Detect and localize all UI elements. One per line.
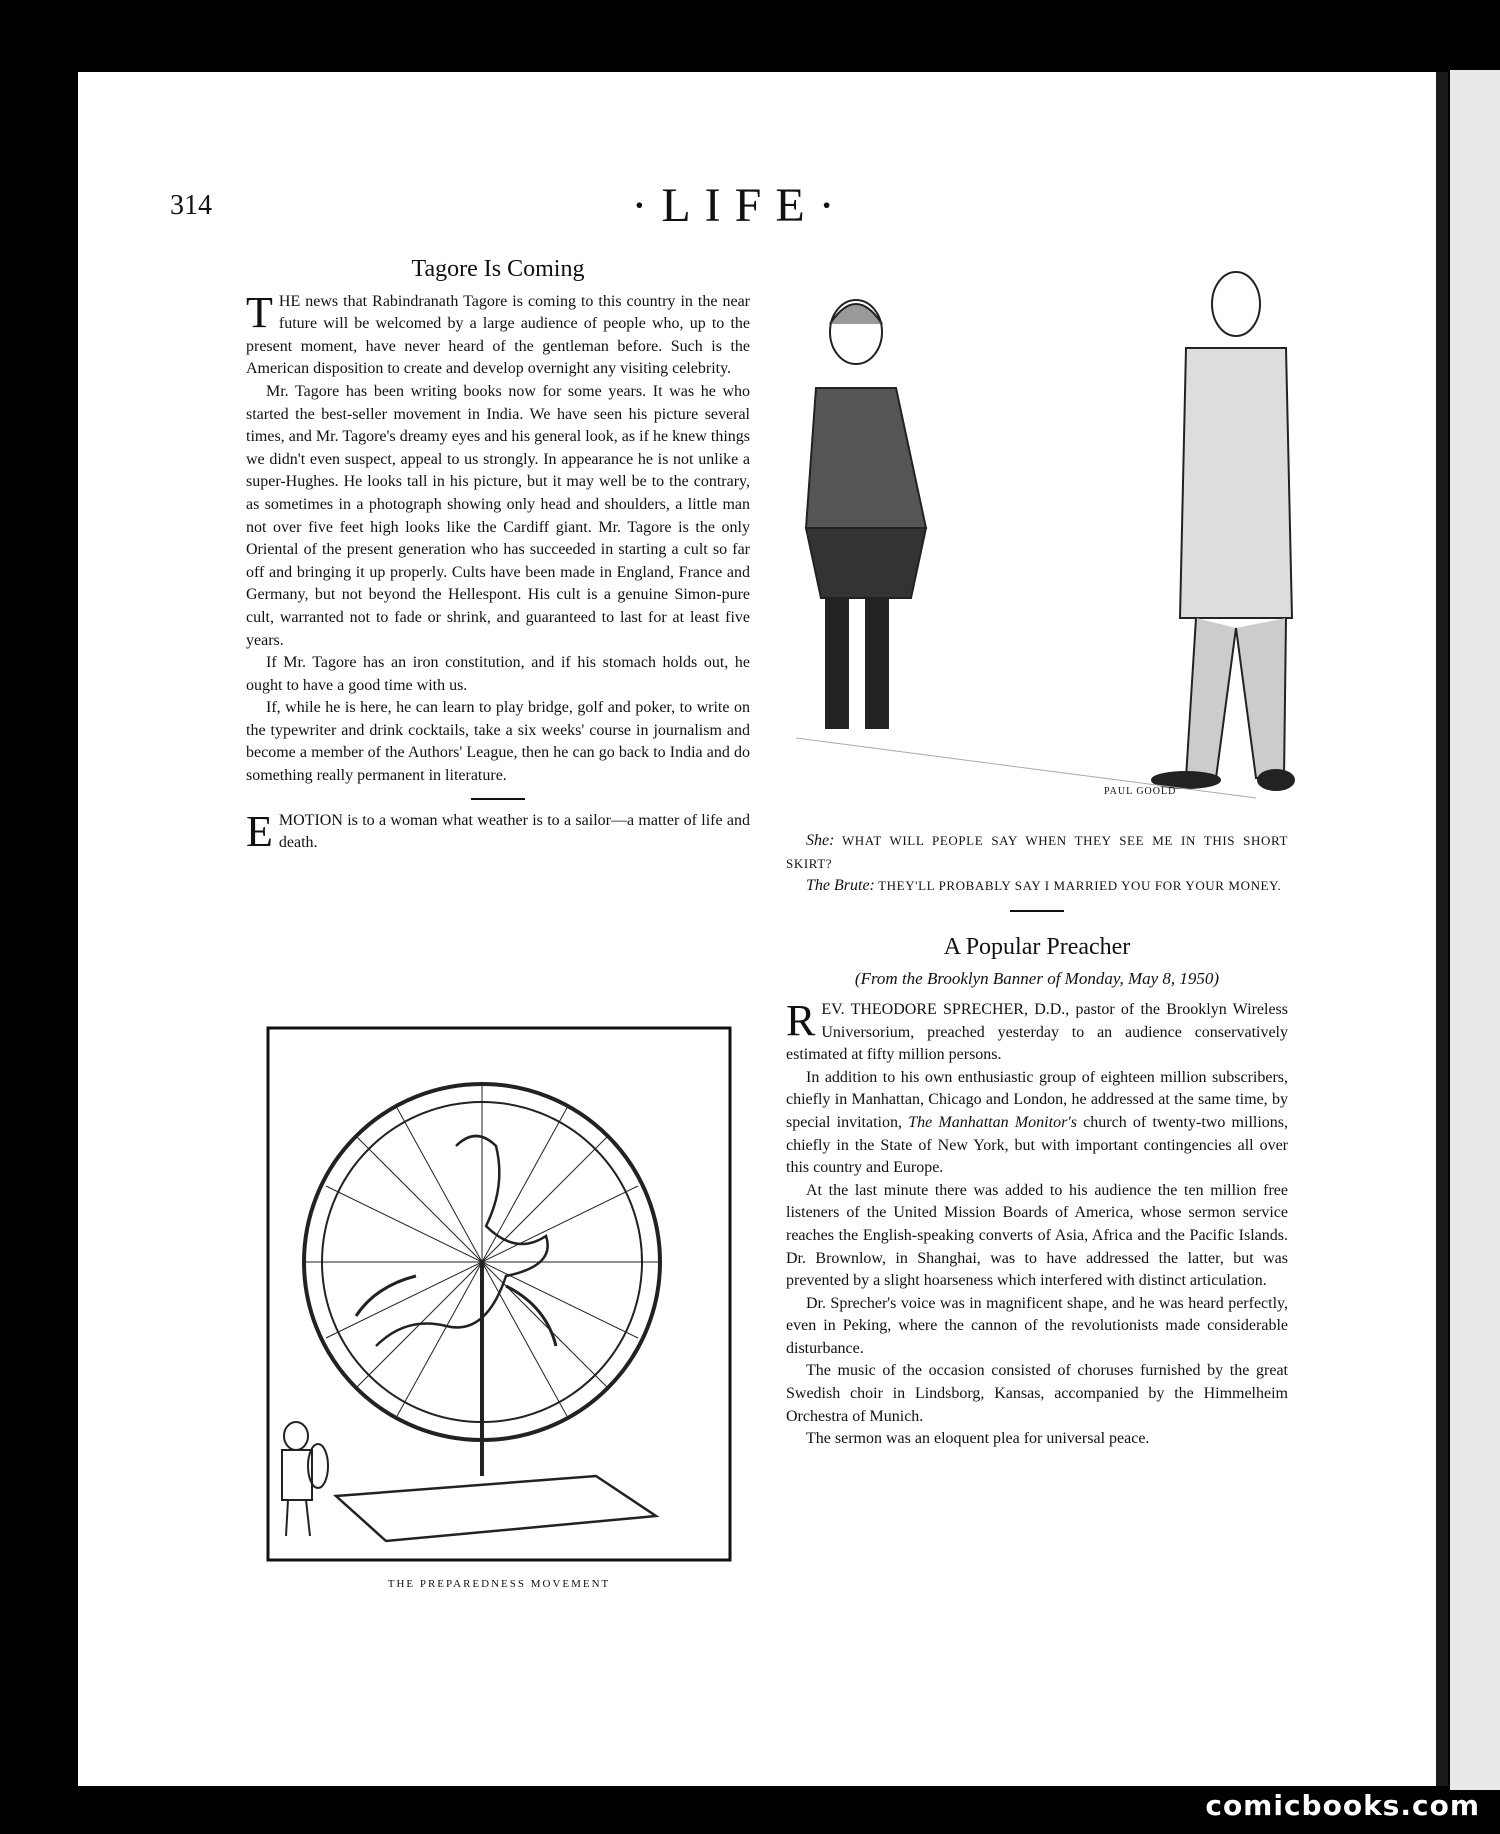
preacher-dateline: (From the Brooklyn Banner of Monday, May 8, 1950) <box>854 969 1220 989</box>
preparedness-cartoon <box>266 1026 732 1562</box>
emotion-paragraph: EMOTION is to a woman what weather is to a sailor—a matter of life and death. <box>246 806 750 856</box>
page-number: 314 <box>170 190 212 221</box>
drop-cap: E <box>246 806 273 856</box>
preacher-paragraph-1: REV. THEODORE SPRECHER, D.D., pastor of the Brooklyn Wireless Universorium, preached yesterday to an audience conservatively estimated at fifty million persons. <box>786 995 1288 1064</box>
preacher-paragraph-4: Dr. Sprecher's voice was in magnificent shape, and he was heard perfectly, even in Peking, where the cannon of the revolutionists made considerable disturbance. <box>786 1294 1288 1357</box>
tagore-paragraph-2: Mr. Tagore has been writing books now for some years. It was he who started the best-seller movement in India. We have seen his picture several times, and Mr. Tagore's dreamy eyes and his general look, as if he knew things we didn't even suspect, appeal to us strongly. In appearance he is not unlike a super-Hughes. He looks tall in his picture, but it may well be to the contrary, as sometimes in a photograph showing only head and shoulders, a little man not over five feet high looks like the Cardiff giant. Mr. Tagore is the only Oriental of the present generation who has succeeded in starting a cult so far off and bringing it up properly. Cults have been made in England, France and Germany, but not beyond the Hellespont. His cult is a genuine Simon-pure cult, warranted not to fade or shrink, and guaranteed to last for at least five years. <box>246 382 750 649</box>
preacher-paragraph-6: The sermon was an eloquent plea for universal peace. <box>806 1430 1150 1448</box>
facing-page-edge <box>1450 70 1500 1790</box>
she-line: She: WHAT WILL PEOPLE SAY WHEN THEY SEE ME IN THIS SHORT SKIRT? <box>786 832 1288 871</box>
brute-line: The Brute: THEY'LL PROBABLY SAY I MARRIED YOU FOR YOUR MONEY. <box>806 877 1282 895</box>
tagore-paragraph-3: If Mr. Tagore has an iron constitution, and if his stomach holds out, he ought to have a good time with us. <box>246 654 750 694</box>
artist-signature: PAUL GOOLD <box>1104 786 1177 797</box>
preacher-paragraph-2: In addition to his own enthusiastic group of eighteen million subscribers, chiefly in Manhattan, Chicago and London, he addressed at the same time, by special invitation, The Manhattan Monitor's church of twenty-two millions, chiefly in the State of New York, but with important contingencies all over this country and Europe. <box>786 1068 1288 1177</box>
she-label: She: <box>806 832 835 849</box>
tagore-paragraph-1: THE news that Rabindranath Tagore is coming to this country in the near future will be welcomed by a large audience of people who, up to the present moment, have never heard of the gentleman before. Such is the American disposition to create and develop overnight any visiting celebrity. <box>246 287 750 378</box>
drop-cap: T <box>246 287 273 337</box>
site-watermark: comicbooks.com <box>1205 1789 1480 1822</box>
brute-label: The Brute: <box>806 877 875 895</box>
drop-cap: R <box>786 995 816 1045</box>
she-and-brute-cartoon <box>786 268 1296 808</box>
tagore-article <box>246 258 750 855</box>
preacher-paragraph-3: At the last minute there was added to his audience the ten million free listeners of the United Mission Boards of America, whose sermon service reaches the English-speaking converts of Asia, Africa and the Pacific Islands. Dr. Brownlow, in Shanghai, was to have addressed the latter, but was prevented by a slight hoarseness which interfered with distinct articulation. <box>786 1181 1288 1290</box>
preacher-paragraph-5: The music of the occasion consisted of choruses furnished by the great Swedish choir in Lindsborg, Kansas, accompanied by the Himmelheim Orchestra of Munich. <box>786 1362 1288 1425</box>
tagore-headline: Tagore Is Coming <box>411 256 585 282</box>
section-rule <box>1010 910 1064 912</box>
tagore-paragraph-4: If, while he is here, he can learn to play bridge, golf and poker, to write on the typewriter and drink cocktails, take a six weeks' course in journalism and become a member of the Authors' League, then he can go back to India and do something really permanent in literature. <box>246 699 750 785</box>
preacher-headline: A Popular Preacher <box>943 933 1131 960</box>
masthead-title: ·LIFE· <box>631 179 849 232</box>
preparedness-caption: THE PREPAREDNESS MOVEMENT <box>387 1578 611 1590</box>
section-rule <box>471 798 525 800</box>
page-gutter <box>1436 72 1448 1786</box>
right-column <box>786 830 1288 1451</box>
